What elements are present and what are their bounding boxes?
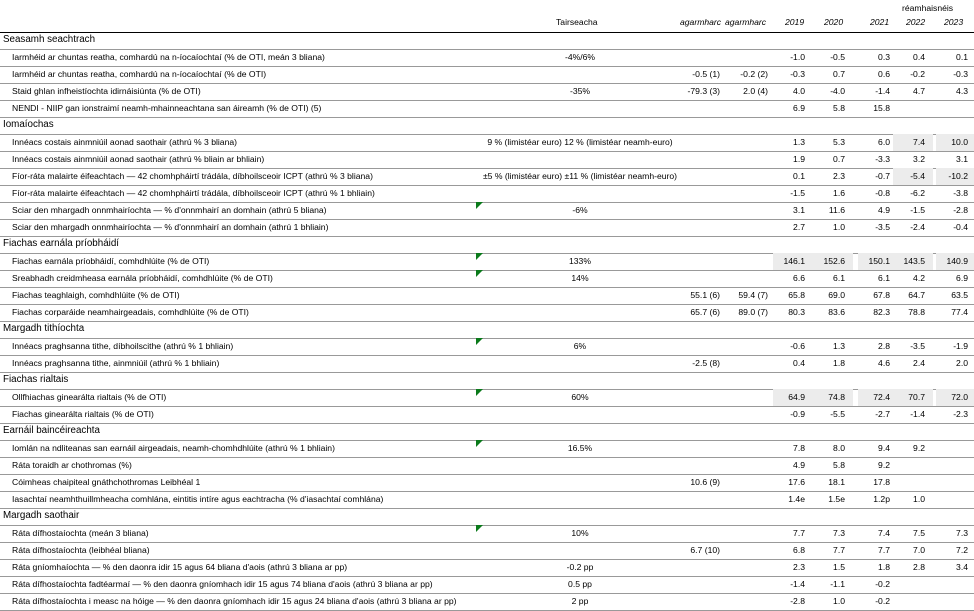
benchmark-header-2: agarmharc bbox=[725, 17, 767, 27]
value-cell-2021: 15.8 bbox=[873, 103, 890, 113]
value-cell-2021: -0.7 bbox=[875, 171, 890, 181]
value-cell-2022: 4.7 bbox=[913, 86, 925, 96]
section-header bbox=[0, 236, 974, 254]
table-row bbox=[0, 49, 974, 67]
value-cell-2019: -2.8 bbox=[790, 596, 805, 606]
threshold-cell: 10% bbox=[571, 528, 589, 538]
table-row bbox=[0, 440, 974, 458]
value-cell-2022: 78.8 bbox=[908, 307, 925, 317]
value-cell-2023: -2.8 bbox=[953, 205, 968, 215]
table-row bbox=[0, 559, 974, 577]
benchmark-header-1: agarmharc bbox=[680, 17, 722, 27]
value-cell-2021: 6.1 bbox=[878, 273, 890, 283]
benchmark-cell-1: 10.6 (9) bbox=[690, 477, 720, 487]
indicator-label: Innéacs praghsanna tithe, díbhoilscithe (athrú % 1 bhliain) bbox=[12, 341, 234, 351]
value-cell-2021: 72.4 bbox=[873, 392, 890, 402]
value-cell-2023: 3.1 bbox=[956, 154, 968, 164]
value-cell-2021: 7.7 bbox=[878, 545, 890, 555]
value-cell-2021: 150.1 bbox=[868, 256, 890, 266]
value-cell-2020: -4.0 bbox=[830, 86, 845, 96]
value-cell-2022: 9.2 bbox=[913, 443, 925, 453]
section-header bbox=[0, 117, 974, 135]
section-header bbox=[0, 321, 974, 339]
indicator-label: Staid ghlan infheistíochta idirnáisiúnta (% de OTI) bbox=[12, 86, 201, 96]
year-2021: 2021 bbox=[870, 17, 890, 27]
benchmark-cell-1: 55.1 (6) bbox=[690, 290, 720, 300]
value-cell-2021: 0.6 bbox=[878, 69, 890, 79]
section-title: Iomaíochas bbox=[3, 119, 54, 130]
threshold-cell: -35% bbox=[569, 86, 591, 96]
value-cell-2022: -6.2 bbox=[910, 188, 925, 198]
year-2022: 2022 bbox=[906, 17, 926, 27]
value-cell-2020: 1.5 bbox=[833, 562, 845, 572]
value-cell-2020: 7.3 bbox=[833, 528, 845, 538]
value-cell-2020: 5.8 bbox=[833, 103, 845, 113]
value-cell-2020: 1.8 bbox=[833, 358, 845, 368]
threshold-cell: 9 % (limistéar euro) 12 % (limistéar neamh-euro) bbox=[487, 137, 673, 147]
table-row bbox=[0, 66, 974, 84]
value-cell-2020: 8.0 bbox=[833, 443, 845, 453]
year-2023: 2023 bbox=[944, 17, 964, 27]
value-cell-2022: 0.4 bbox=[913, 52, 925, 62]
benchmark-cell-2: 59.4 (7) bbox=[738, 290, 768, 300]
indicator-label: Sciar den mhargadh onnmhairíochta — % d'onnmhairí an domhain (athrú 1 bhliain) bbox=[12, 222, 329, 232]
indicator-label: Innéacs costais ainmniúil aonad saothair (athrú % 3 bliana) bbox=[12, 137, 237, 147]
indicator-label: NENDI - NIIP gan ionstraimí neamh-mhainneachtana san áireamh (% de OTI) (5) bbox=[12, 103, 322, 113]
indicator-label: Fiachas teaghlaigh, comhdhlúite (% de OTI) bbox=[12, 290, 180, 300]
indicator-label: Ráta toraidh ar chothromas (%) bbox=[12, 460, 132, 470]
indicator-label: Iarmhéid ar chuntas reatha, comhardú na n-íocaíochtaí (% de OTI, meán 3 bliana) bbox=[12, 52, 325, 62]
value-cell-2020: 1.3 bbox=[833, 341, 845, 351]
value-cell-2022: 1.0 bbox=[913, 494, 925, 504]
table-row bbox=[0, 202, 974, 220]
value-cell-2021: 4.9 bbox=[878, 205, 890, 215]
table-row bbox=[0, 593, 974, 611]
value-cell-2019: -0.9 bbox=[790, 409, 805, 419]
threshold-cell: ±5 % (limistéar euro) ±11 % (limistéar neamh-euro) bbox=[482, 171, 678, 181]
value-cell-2020: 18.1 bbox=[828, 477, 845, 487]
value-cell-2019: 7.8 bbox=[793, 443, 805, 453]
value-cell-2022: 7.0 bbox=[913, 545, 925, 555]
value-cell-2019: -0.6 bbox=[790, 341, 805, 351]
benchmark-cell-2: 89.0 (7) bbox=[738, 307, 768, 317]
table-row bbox=[0, 355, 974, 373]
value-cell-2019: -0.3 bbox=[790, 69, 805, 79]
value-cell-2022: 2.8 bbox=[913, 562, 925, 572]
indicator-label: Fiachas ginearálta rialtais (% de OTI) bbox=[12, 409, 154, 419]
indicator-label: Sreabhadh creidmheasa earnála príobháidí, comhdhlúite (% de OTI) bbox=[12, 273, 273, 283]
value-cell-2021: -0.2 bbox=[875, 596, 890, 606]
value-cell-2019: 1.4e bbox=[788, 494, 805, 504]
threshold-cell: 133% bbox=[569, 256, 591, 266]
value-cell-2021: 9.2 bbox=[878, 460, 890, 470]
indicator-label: Ráta gníomhaíochta — % den daonra idir 15 agus 64 bliana d'aois (athrú 3 bliana ar pp) bbox=[12, 562, 348, 572]
benchmark-cell-2: -0.2 (2) bbox=[740, 69, 768, 79]
table-row bbox=[0, 525, 974, 543]
value-cell-2020: 152.6 bbox=[823, 256, 845, 266]
indicator-label: Innéacs costais ainmniúil aonad saothair (athrú % bliain ar bhliain) bbox=[12, 154, 265, 164]
value-cell-2021: 2.8 bbox=[878, 341, 890, 351]
value-cell-2020: 69.0 bbox=[828, 290, 845, 300]
benchmark-cell-1: 65.7 (6) bbox=[690, 307, 720, 317]
value-cell-2021: -3.5 bbox=[875, 222, 890, 232]
table-row bbox=[0, 304, 974, 322]
threshold-cell: 60% bbox=[571, 392, 589, 402]
value-cell-2019: 7.7 bbox=[793, 528, 805, 538]
table-row bbox=[0, 389, 974, 407]
table-row bbox=[0, 185, 974, 203]
value-cell-2021: 67.8 bbox=[873, 290, 890, 300]
value-cell-2023: 2.0 bbox=[956, 358, 968, 368]
value-cell-2020: -0.5 bbox=[830, 52, 845, 62]
value-cell-2021: 17.8 bbox=[873, 477, 890, 487]
value-cell-2022: 7.4 bbox=[913, 137, 925, 147]
threshold-cell: -0.2 pp bbox=[566, 562, 594, 572]
value-cell-2020: 1.5e bbox=[828, 494, 845, 504]
value-cell-2023: 6.9 bbox=[956, 273, 968, 283]
threshold-cell: 0.5 pp bbox=[568, 579, 592, 589]
indicator-label: Ráta dífhostaíochta (meán 3 bliana) bbox=[12, 528, 149, 538]
value-cell-2021: -0.2 bbox=[875, 579, 890, 589]
value-cell-2022: 143.5 bbox=[903, 256, 925, 266]
benchmark-cell-1: 6.7 (10) bbox=[690, 545, 720, 555]
value-cell-2020: 1.6 bbox=[833, 188, 845, 198]
indicator-label: Fiachas corparáide neamhairgeadais, comhdhlúite (% de OTI) bbox=[12, 307, 249, 317]
value-cell-2022: -3.5 bbox=[910, 341, 925, 351]
value-cell-2019: -1.0 bbox=[790, 52, 805, 62]
section-header bbox=[0, 372, 974, 390]
value-cell-2019: 6.6 bbox=[793, 273, 805, 283]
value-cell-2019: 17.6 bbox=[788, 477, 805, 487]
value-cell-2020: 0.7 bbox=[833, 69, 845, 79]
value-cell-2023: 7.2 bbox=[956, 545, 968, 555]
value-cell-2023: 77.4 bbox=[951, 307, 968, 317]
table-row bbox=[0, 338, 974, 356]
value-cell-2019: 6.9 bbox=[793, 103, 805, 113]
benchmark-cell-1: -79.3 (3) bbox=[687, 86, 720, 96]
table-row bbox=[0, 168, 974, 186]
section-title: Fiachas earnála príobháidí bbox=[3, 238, 120, 249]
threshold-cell: 2 pp bbox=[571, 596, 589, 606]
value-cell-2020: 1.0 bbox=[833, 222, 845, 232]
table-row bbox=[0, 253, 974, 271]
value-cell-2020: 7.7 bbox=[833, 545, 845, 555]
value-cell-2021: 82.3 bbox=[873, 307, 890, 317]
value-cell-2023: -0.4 bbox=[953, 222, 968, 232]
value-cell-2019: 65.8 bbox=[788, 290, 805, 300]
table-row bbox=[0, 100, 974, 118]
value-cell-2020: -5.5 bbox=[830, 409, 845, 419]
value-cell-2021: 0.3 bbox=[878, 52, 890, 62]
value-cell-2020: 83.6 bbox=[828, 307, 845, 317]
value-cell-2022: -1.4 bbox=[910, 409, 925, 419]
threshold-cell: 14% bbox=[571, 273, 589, 283]
section-title: Margadh tithíochta bbox=[3, 323, 85, 334]
threshold-cell: 6% bbox=[573, 341, 587, 351]
value-cell-2020: 74.8 bbox=[828, 392, 845, 402]
value-cell-2020: 1.0 bbox=[833, 596, 845, 606]
value-cell-2021: -2.7 bbox=[875, 409, 890, 419]
value-cell-2022: 7.5 bbox=[913, 528, 925, 538]
value-cell-2021: 4.6 bbox=[878, 358, 890, 368]
value-cell-2023: -2.3 bbox=[953, 409, 968, 419]
table-row bbox=[0, 83, 974, 101]
benchmark-cell-2: 2.0 (4) bbox=[743, 86, 768, 96]
indicator-label: Fiachas earnála príobháidí, comhdhlúite (% de OTI) bbox=[12, 256, 210, 266]
value-cell-2020: 6.1 bbox=[833, 273, 845, 283]
indicator-label: Fíor-ráta malairte éifeachtach — 42 chomhpháirtí trádála, díbhoilsceoir ICPT (athrú % 1 bhliain) bbox=[12, 188, 375, 198]
value-cell-2022: 4.2 bbox=[913, 273, 925, 283]
value-cell-2023: 140.9 bbox=[946, 256, 968, 266]
value-cell-2019: -1.5 bbox=[790, 188, 805, 198]
value-cell-2021: 9.4 bbox=[878, 443, 890, 453]
benchmark-cell-1: -0.5 (1) bbox=[692, 69, 720, 79]
indicator-label: Cóimheas chaipiteal gnáthchothromas Leibhéal 1 bbox=[12, 477, 201, 487]
value-cell-2019: 64.9 bbox=[788, 392, 805, 402]
value-cell-2019: 0.1 bbox=[793, 171, 805, 181]
benchmark-cell-1: -2.5 (8) bbox=[692, 358, 720, 368]
year-2020: 2020 bbox=[824, 17, 844, 27]
value-cell-2019: 1.3 bbox=[793, 137, 805, 147]
indicator-label: Iasachtaí neamhthuillmheacha comhlána, eintitis intíre agus eachtracha (% d'iasachtaí comhlána) bbox=[12, 494, 384, 504]
indicator-label: Ráta dífhostaíochta fadtéarmaí — % den daonra gníomhach idir 15 agus 74 bliana d'aois (athrú 3 bliana ar pp) bbox=[12, 579, 433, 589]
value-cell-2019: -1.4 bbox=[790, 579, 805, 589]
value-cell-2021: 6.0 bbox=[878, 137, 890, 147]
value-cell-2021: -1.4 bbox=[875, 86, 890, 96]
value-cell-2023: 63.5 bbox=[951, 290, 968, 300]
value-cell-2023: 72.0 bbox=[951, 392, 968, 402]
value-cell-2021: 1.2p bbox=[873, 494, 890, 504]
section-header bbox=[0, 508, 974, 526]
value-cell-2019: 80.3 bbox=[788, 307, 805, 317]
threshold-cell: -4%/6% bbox=[564, 52, 596, 62]
table-header bbox=[0, 0, 974, 33]
table-row bbox=[0, 542, 974, 560]
indicator-label: Ollfhiachas ginearálta rialtais (% de OTI) bbox=[12, 392, 167, 402]
threshold-header: Tairseacha bbox=[556, 17, 598, 27]
value-cell-2019: 4.9 bbox=[793, 460, 805, 470]
indicator-label: Iomlán na ndliteanas san earnáil airgeadais, neamh-chomhdhlúite (athrú % 1 bhliain) bbox=[12, 443, 335, 453]
indicator-label: Ráta dífhostaíochta (leibhéal bliana) bbox=[12, 545, 150, 555]
indicator-label: Ráta dífhostaíochta i measc na hóige — % den daonra gníomhach idir 15 agus 24 bliana d'aois (athrú 3 bliana ar pp) bbox=[12, 596, 457, 606]
indicator-label: Sciar den mhargadh onnmhairíochta — % d'onnmhairí an domhain (athrú 5 bliana) bbox=[12, 205, 327, 215]
value-cell-2020: 5.3 bbox=[833, 137, 845, 147]
value-cell-2023: -0.3 bbox=[953, 69, 968, 79]
value-cell-2021: -0.8 bbox=[875, 188, 890, 198]
value-cell-2023: 0.1 bbox=[956, 52, 968, 62]
section-header bbox=[0, 423, 974, 441]
table-row bbox=[0, 576, 974, 594]
value-cell-2020: -1.1 bbox=[830, 579, 845, 589]
value-cell-2021: 7.4 bbox=[878, 528, 890, 538]
value-cell-2019: 4.0 bbox=[793, 86, 805, 96]
value-cell-2023: -1.9 bbox=[953, 341, 968, 351]
value-cell-2022: -5.4 bbox=[910, 171, 925, 181]
value-cell-2023: 10.0 bbox=[951, 137, 968, 147]
value-cell-2019: 146.1 bbox=[783, 256, 805, 266]
value-cell-2023: 3.4 bbox=[956, 562, 968, 572]
value-cell-2021: -3.3 bbox=[875, 154, 890, 164]
value-cell-2022: 2.4 bbox=[913, 358, 925, 368]
table-row bbox=[0, 134, 974, 152]
value-cell-2022: -2.4 bbox=[910, 222, 925, 232]
value-cell-2022: 70.7 bbox=[908, 392, 925, 402]
value-cell-2023: 7.3 bbox=[956, 528, 968, 538]
value-cell-2022: -0.2 bbox=[910, 69, 925, 79]
value-cell-2019: 2.3 bbox=[793, 562, 805, 572]
indicator-label: Innéacs praghsanna tithe, ainmniúil (athrú % 1 bhliain) bbox=[12, 358, 220, 368]
table-row bbox=[0, 270, 974, 288]
value-cell-2020: 0.7 bbox=[833, 154, 845, 164]
value-cell-2020: 5.8 bbox=[833, 460, 845, 470]
table-row bbox=[0, 151, 974, 169]
value-cell-2020: 11.6 bbox=[828, 205, 845, 215]
table-row bbox=[0, 287, 974, 305]
value-cell-2023: -3.8 bbox=[953, 188, 968, 198]
value-cell-2019: 1.9 bbox=[793, 154, 805, 164]
table-row bbox=[0, 406, 974, 424]
section-title: Earnáil baincéireachta bbox=[3, 425, 100, 436]
section-header bbox=[0, 32, 974, 50]
forecast-label: réamhaisnéis bbox=[902, 3, 954, 13]
value-cell-2019: 0.4 bbox=[793, 358, 805, 368]
table-row bbox=[0, 474, 974, 492]
year-2019: 2019 bbox=[785, 17, 805, 27]
value-cell-2022: -1.5 bbox=[910, 205, 925, 215]
section-title: Seasamh seachtrach bbox=[3, 34, 96, 45]
table-row bbox=[0, 491, 974, 509]
table-row bbox=[0, 457, 974, 475]
indicator-label: Fíor-ráta malairte éifeachtach — 42 chomhpháirtí trádála, díbhoilsceoir ICPT (athrú % 3 bliana) bbox=[12, 171, 373, 181]
value-cell-2019: 2.7 bbox=[793, 222, 805, 232]
value-cell-2023: -10.2 bbox=[948, 171, 968, 181]
value-cell-2022: 64.7 bbox=[908, 290, 925, 300]
table-row bbox=[0, 219, 974, 237]
value-cell-2023: 4.3 bbox=[956, 86, 968, 96]
value-cell-2019: 3.1 bbox=[793, 205, 805, 215]
threshold-cell: 16.5% bbox=[567, 443, 593, 453]
section-title: Fiachas rialtais bbox=[3, 374, 69, 385]
value-cell-2021: 1.8 bbox=[878, 562, 890, 572]
value-cell-2022: 3.2 bbox=[913, 154, 925, 164]
value-cell-2020: 2.3 bbox=[833, 171, 845, 181]
indicator-label: Iarmhéid ar chuntas reatha, comhardú na n-íocaíochtaí (% de OTI) bbox=[12, 69, 267, 79]
section-title: Margadh saothair bbox=[3, 510, 80, 521]
value-cell-2019: 6.8 bbox=[793, 545, 805, 555]
threshold-cell: -6% bbox=[572, 205, 588, 215]
